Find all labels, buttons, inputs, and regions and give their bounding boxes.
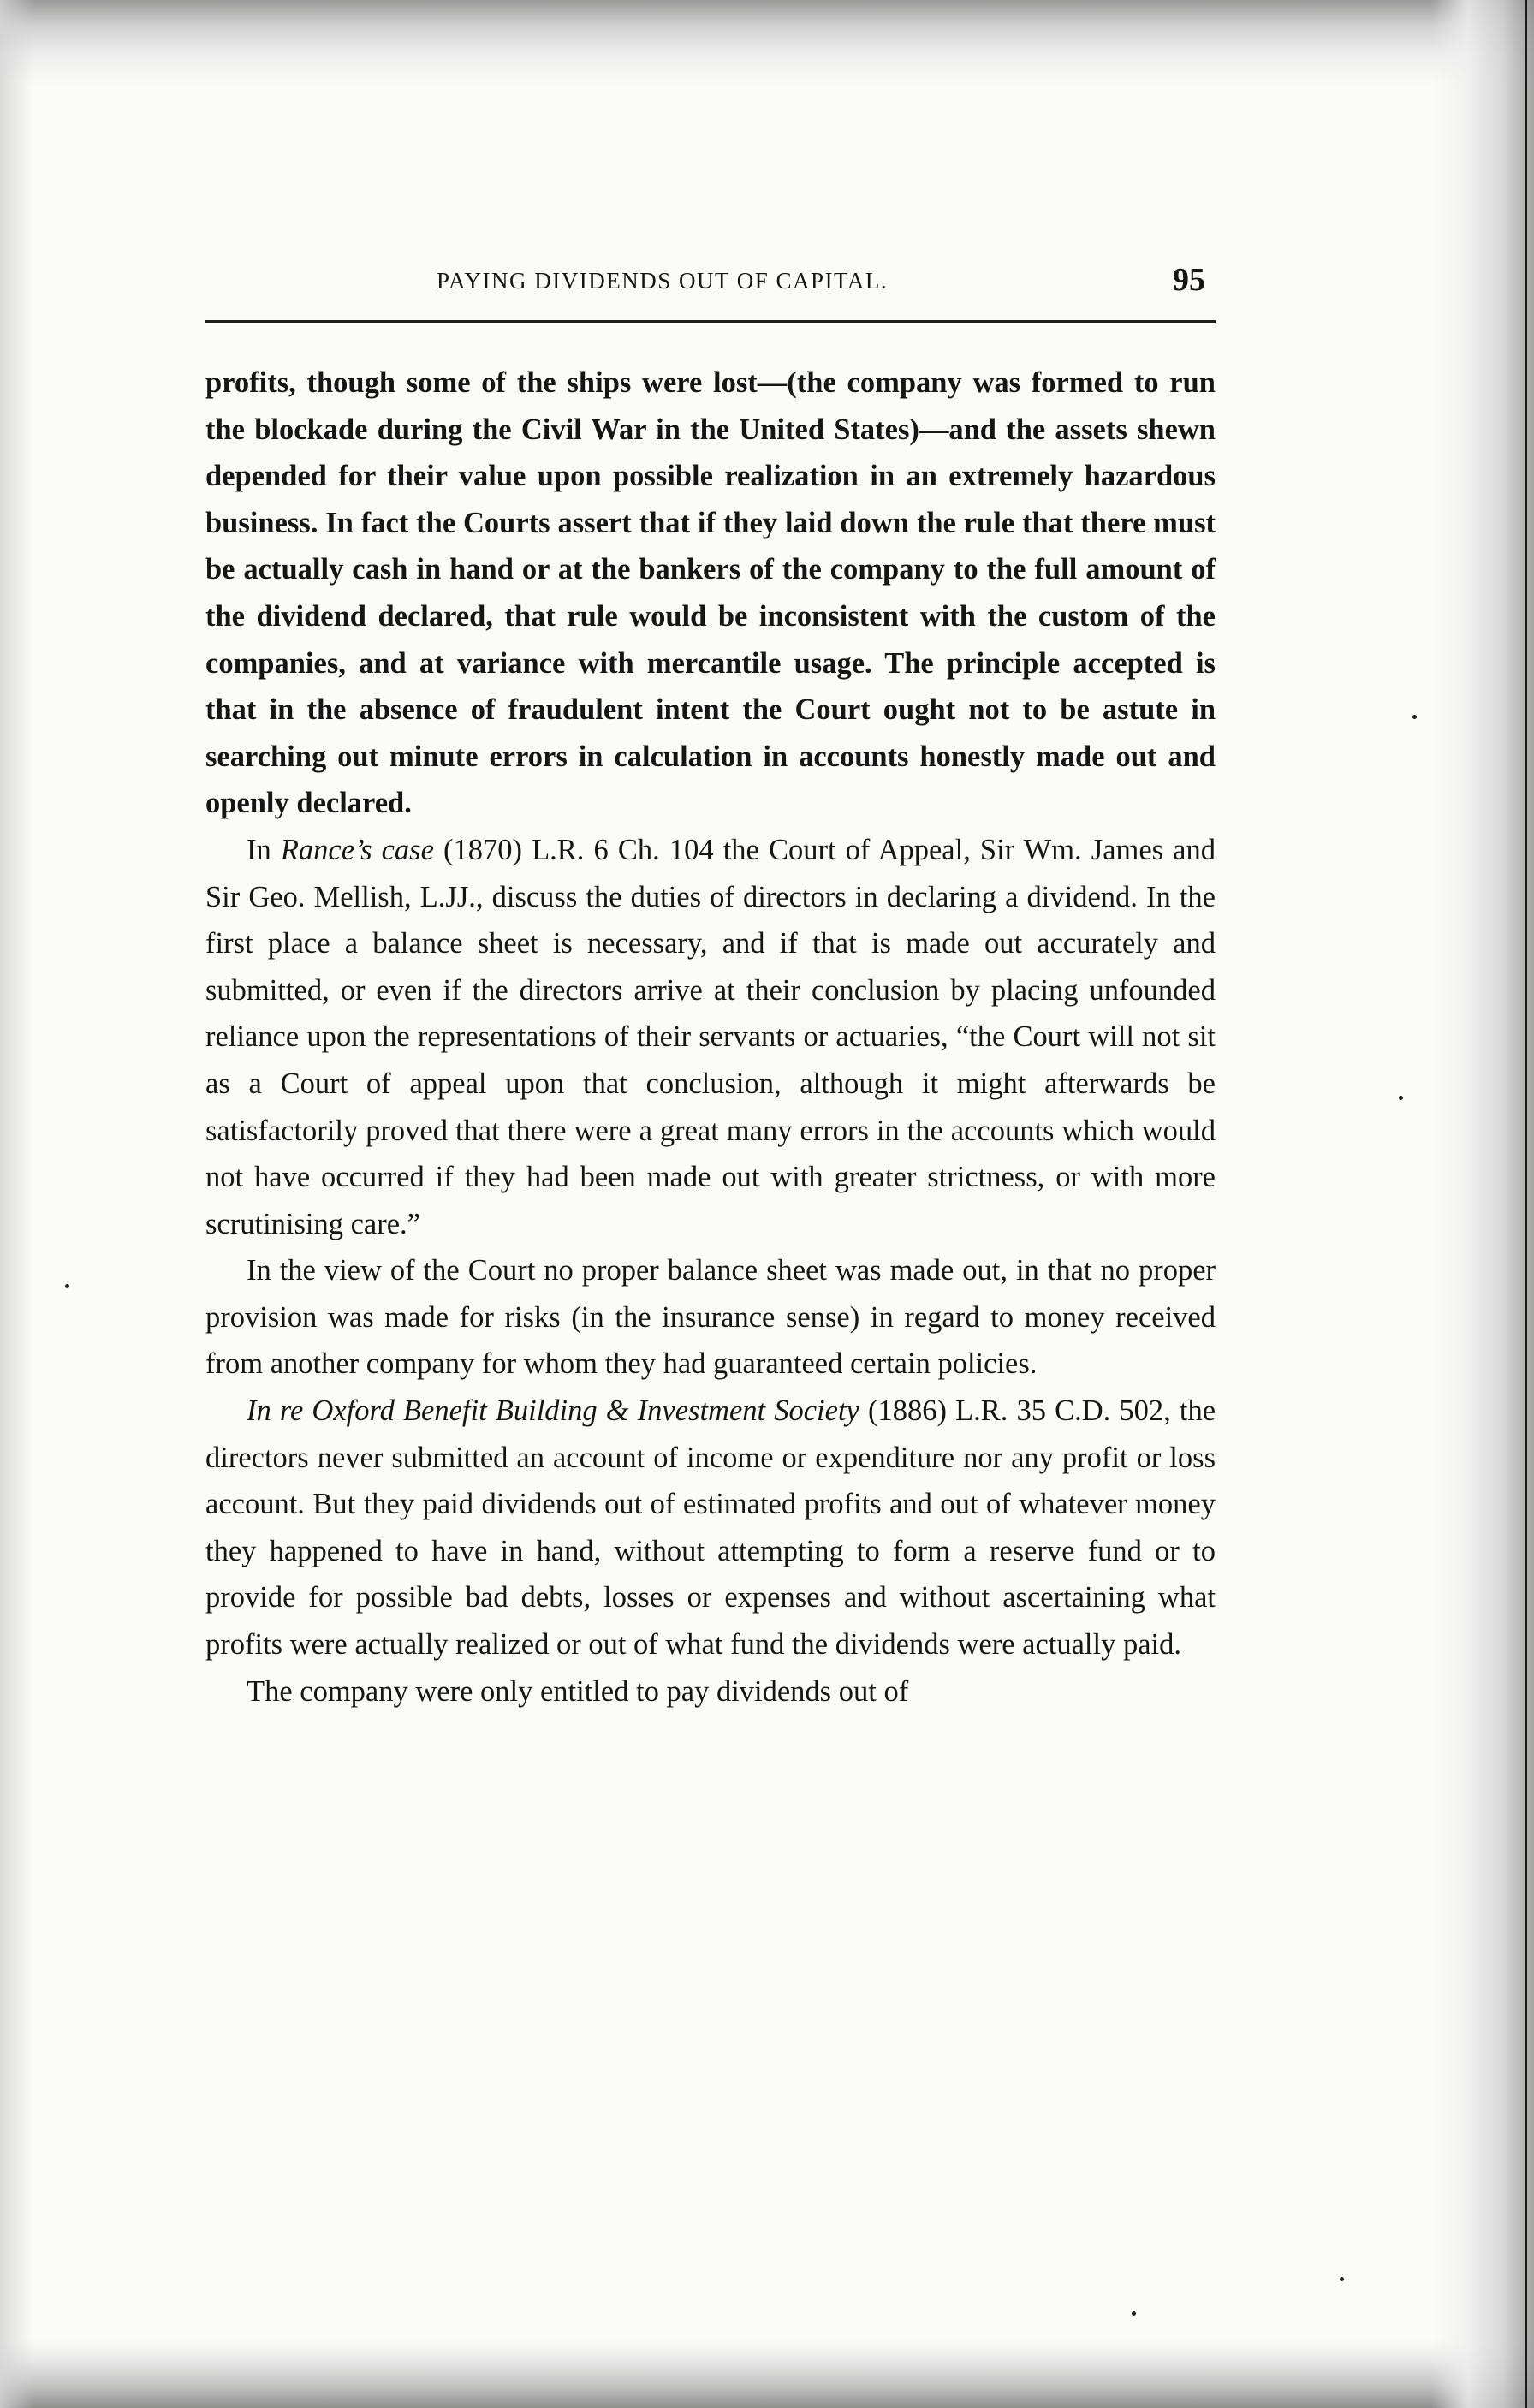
paragraph [205, 827, 1216, 1247]
scan-speck [1340, 2277, 1344, 2281]
paragraph [205, 360, 1216, 827]
page-header [205, 261, 1216, 304]
scan-speck [65, 1284, 69, 1288]
paragraph-text: (1870) L.R. 6 Ch. 104 the Court of Appeal, Sir Wm. James and Sir Geo. Mellish, L.JJ., discuss the duties of directors in declaring a dividend. In the first place a balance sheet is necessary, and if that is made out accurately and submitted, or even if the directors arrive at their conclusion by placing unfounded reliance upon the representations of their servants or actuaries, “the Court will not sit as a Court of appeal upon that conclusion, although it might afterwards be satisfactorily proved that there were a great many errors in the accounts which would not have occurred if they had been made out with greater strictness, or with more scrutinising care.” [205, 833, 1216, 1240]
scan-speck [1399, 1096, 1403, 1100]
scan-speck [1132, 2311, 1136, 2316]
paragraph-text: profits, though some of the ships were lost—(the company was formed to run the blockade during the Civil War in the United States)—and the assets shewn depended for their value upon possible realization in an extremely hazardous business. In fact the Courts assert that if they laid down the rule that there must be actually cash in hand or at the bankers of the company to the full amount of the dividend declared, that rule would be inconsistent with the custom of the companies, and at variance with mercantile usage. The principle accepted is that in the absence of fraudulent intent the Court ought not to be astute in searching out minute errors in calculation in accounts honestly made out and openly declared. [205, 366, 1216, 820]
paragraph [205, 1247, 1216, 1388]
page-edge-line [1525, 0, 1527, 2408]
page-number: 95 [1173, 262, 1205, 298]
case-citation: Rance’s case [280, 833, 434, 866]
paragraph-text: The company were only entitled to pay dividends out of [247, 1674, 909, 1708]
scan-shadow-top [0, 0, 1534, 86]
body-text [205, 360, 1216, 1715]
header-rule [205, 320, 1216, 323]
running-head: PAYING DIVIDENDS OUT OF CAPITAL. [437, 268, 889, 294]
paragraph [205, 1668, 1216, 1715]
scan-shadow-right [1431, 0, 1534, 2408]
paragraph-text: In the view of the Court no proper balance sheet was made out, in that no proper provision was made for risks (in the insurance sense) in regard to money received from another company for whom they had guaranteed certain policies. [205, 1254, 1216, 1381]
paragraph-text: (1886) L.R. 35 C.D. 502, the directors never submitted an account of income or expenditure nor any profit or loss account. But they paid dividends out of estimated profits and out of whatever money they happened to have in hand, without attempting to form a reserve fund or to provide for possible bad debts, losses or expenses and without ascertaining what profits were actually realized or out of what fund the dividends were actually paid. [205, 1394, 1216, 1662]
scan-shadow-bottom [0, 2340, 1534, 2408]
scan-shadow-left [0, 0, 34, 2408]
paragraph [205, 1388, 1216, 1668]
paragraph-text: In [247, 833, 281, 866]
case-citation: In re Oxford Benefit Building & Investment Society [247, 1394, 859, 1428]
scan-speck [1412, 715, 1417, 719]
